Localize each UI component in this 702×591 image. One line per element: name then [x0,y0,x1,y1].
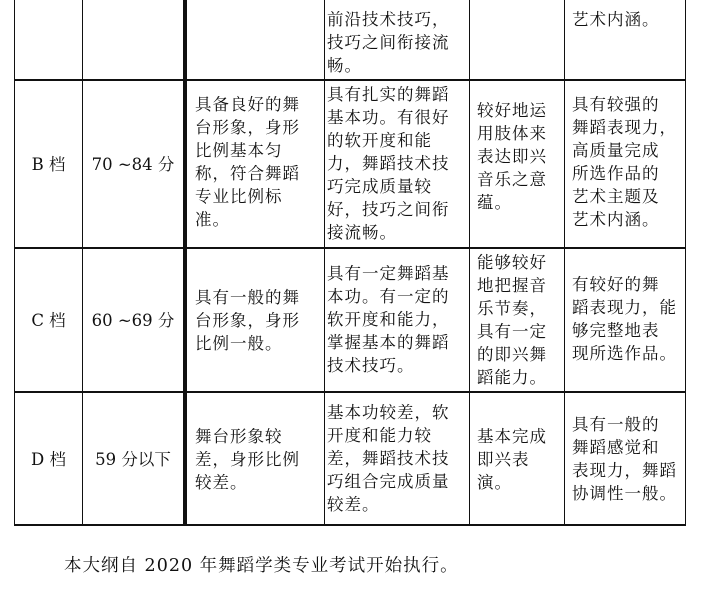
stage-image-cell: 舞台形象较 差，身形比例 较差。 [195,427,300,492]
score-range-cell [83,0,183,79]
score-range-cell: 60 ~69 分 [91,310,175,330]
expression-cell: 有较好的舞 蹈表现力，能 够完整地表 现所选作品。 [572,275,677,363]
stage-image-cell [195,8,323,78]
basic-skill-cell: 具有扎实的舞蹈 基本功。有很好 的软开度和能 力，舞蹈技术技 巧完成质量较 好，技巧之间衔 接流畅。 [327,85,450,242]
improvisation-cell: 较好地运 用肢体来 表达即兴 音乐之意 蕴。 [477,101,547,212]
grade-cell: D 档 [31,449,66,469]
grade-cell [15,0,82,79]
score-range-cell: 70 ~84 分 [91,154,175,174]
basic-skill-cell: 前沿技术技巧， 技巧之间衔接流 畅。 [327,10,450,75]
grade-cell: B 档 [31,154,66,174]
expression-cell: 艺术内涵。 [572,10,660,29]
improvisation-cell [477,8,563,78]
grade-cell: C 档 [31,310,66,330]
improvisation-cell: 基本完成 即兴表 演。 [477,427,547,492]
stage-image-cell: 具备良好的舞 台形象，身形 比例基本匀 称，符合舞蹈 专业比例标 准。 [195,95,300,229]
basic-skill-cell: 具有一定舞蹈基 本功。有一定的 软开度和能力， 掌握基本的舞蹈 技术技巧。 [327,264,450,375]
effective-date-note: 本大纲自 2020 年舞蹈学类专业考试开始执行。 [64,556,459,576]
stage-image-cell: 具有一般的舞 台形象，身形 比例一般。 [195,288,300,353]
grading-table [14,0,686,526]
expression-cell: 具有较强的 舞蹈表现力， 高质量完成 所选作品的 艺术主题及 艺术内涵。 [572,95,677,229]
expression-cell: 具有一般的 舞蹈感觉和 表现力，舞蹈 协调性一般。 [572,415,677,503]
basic-skill-cell: 基本功较差，软 开度和能力较 差，舞蹈技术技 巧组合完成质量 较差。 [327,403,450,514]
improvisation-cell: 能够较好 地把握音 乐节奏， 具有一定 的即兴舞 蹈能力。 [477,253,547,387]
score-range-cell: 59 分以下 [95,449,171,469]
